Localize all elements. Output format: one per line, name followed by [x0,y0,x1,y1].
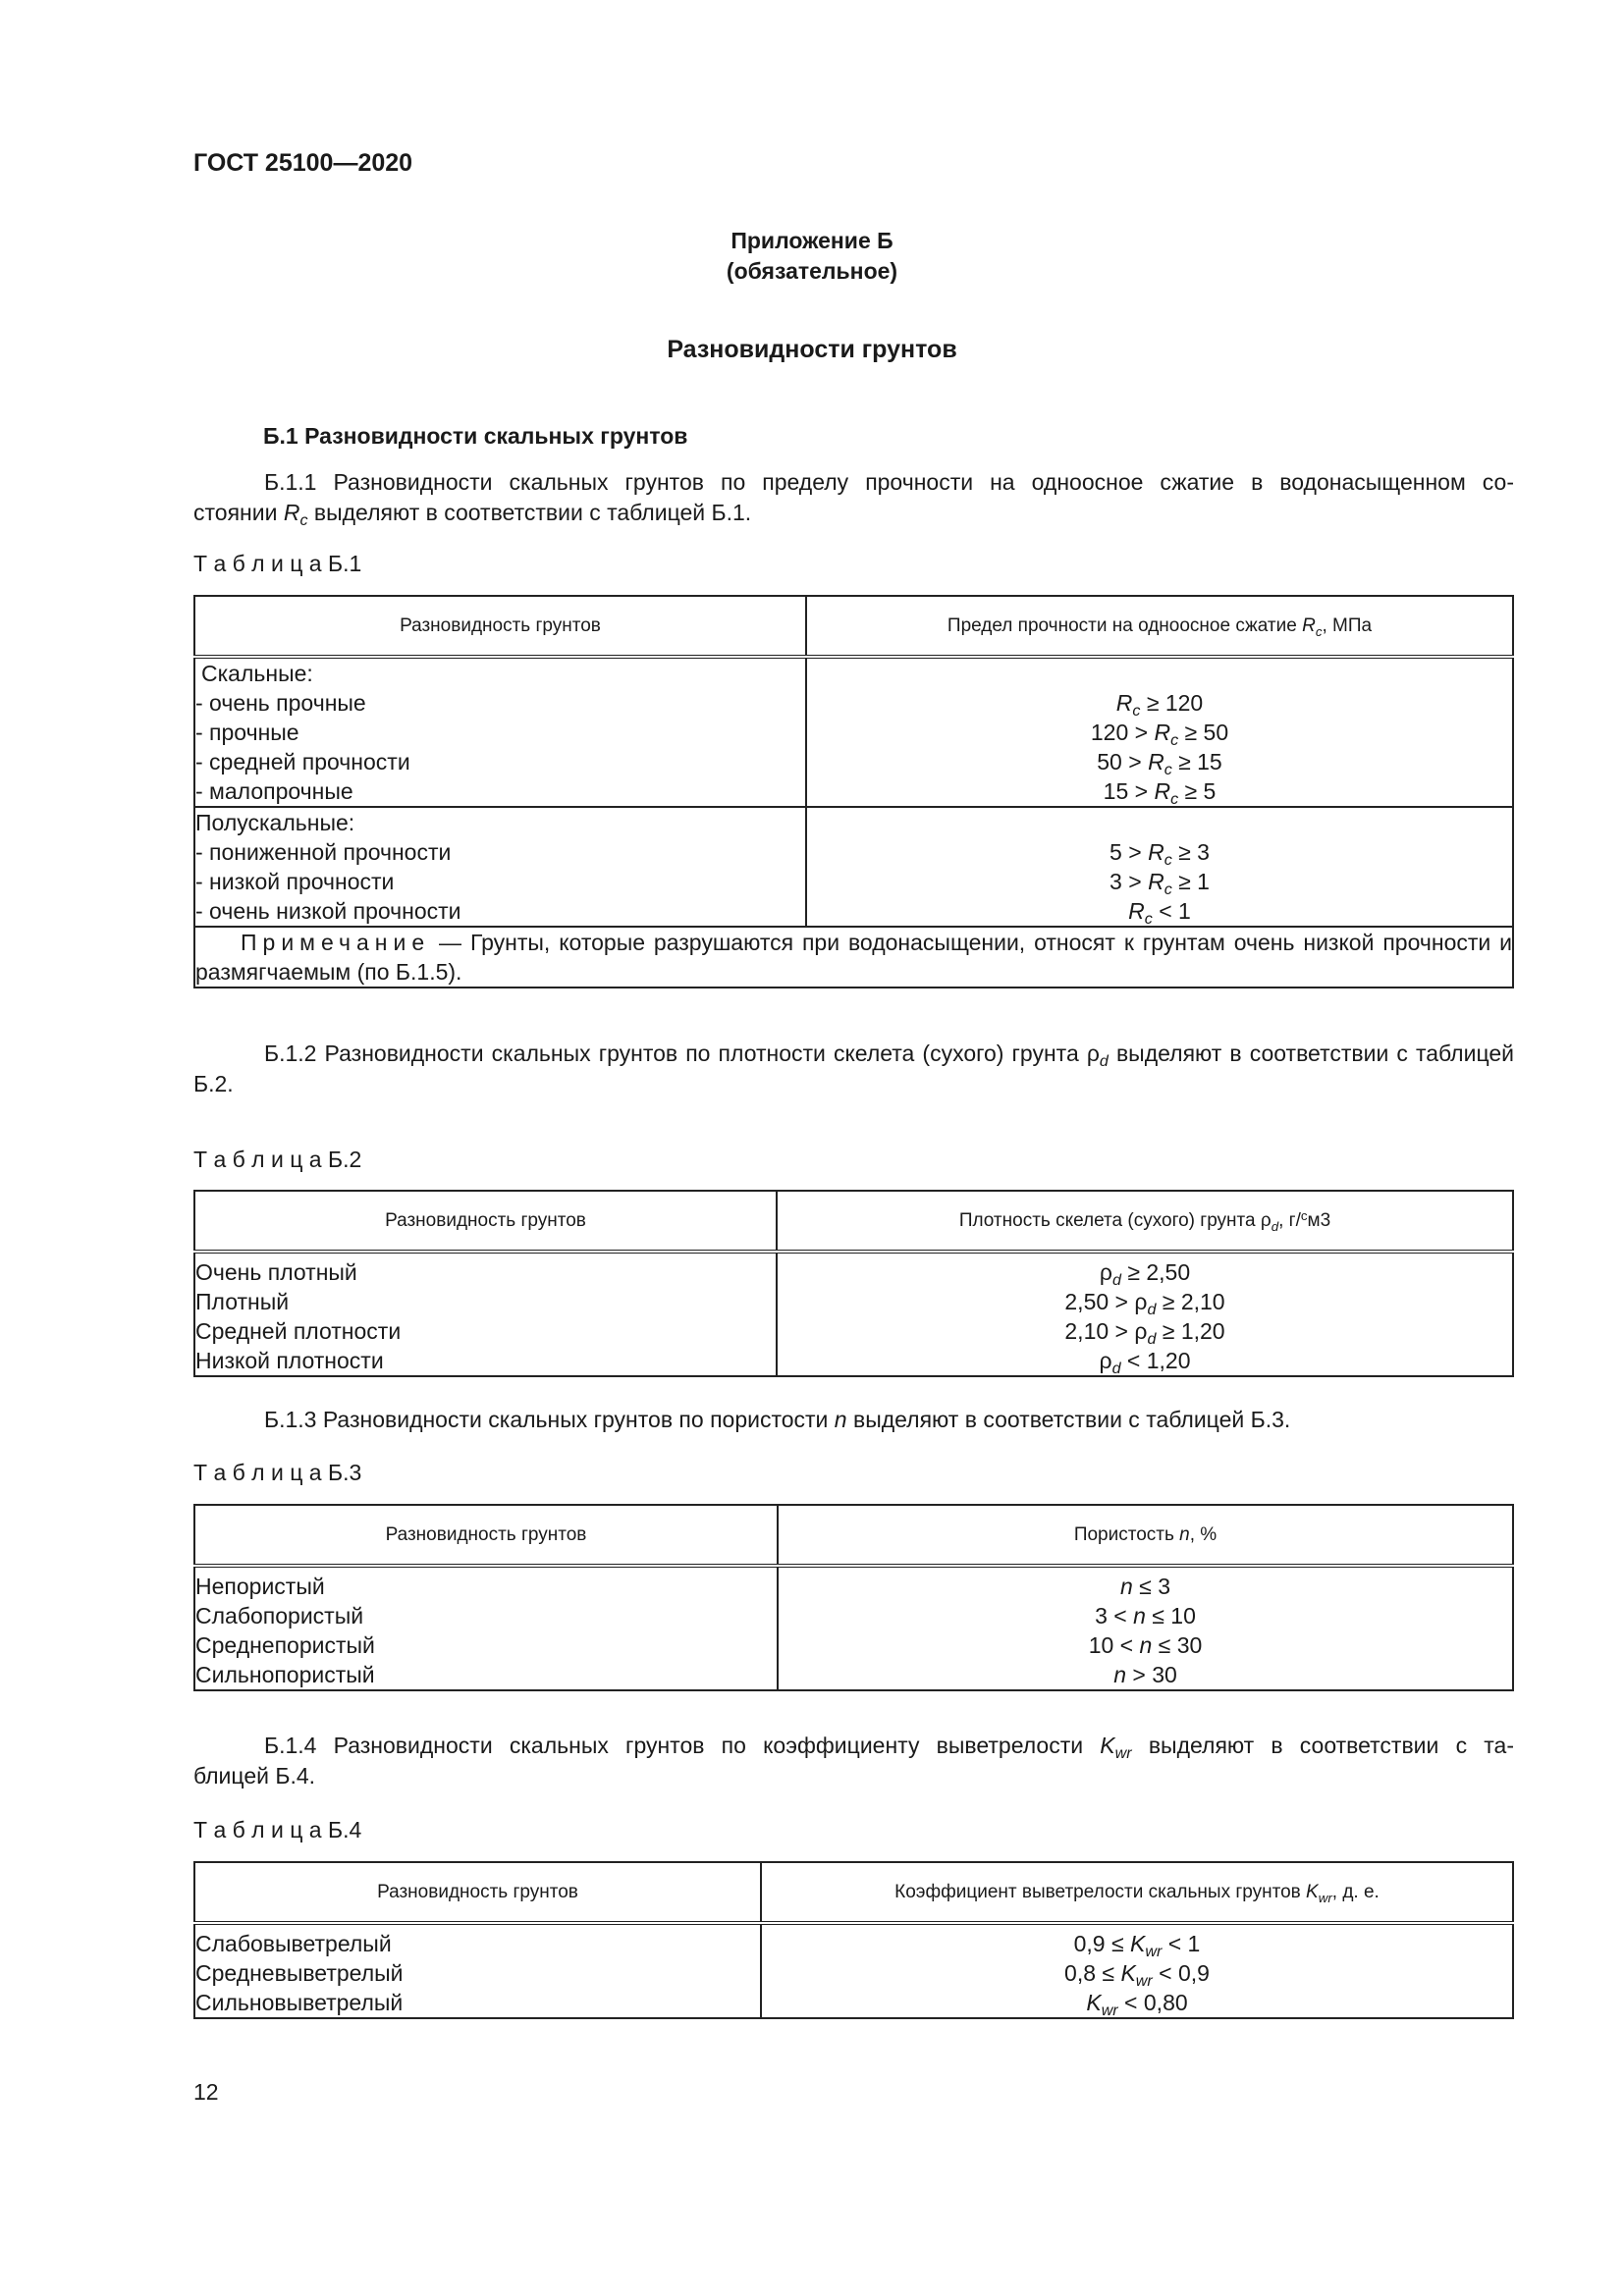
table3-caption: Т а б л и ц а Б.3 [193,1460,362,1485]
table4-col1-header: Разновидность грунтов [194,1862,761,1923]
table-header-row [194,596,1513,657]
table1-group2-values: $5 > R_c \ge 3$ $3 > R_c \ge 1$ $R_c < 1$ [806,807,1513,927]
table3-values: n ≤ 3 3 < n ≤ 10 10 < n ≤ 30 n > 30 [778,1566,1513,1690]
paragraph-b11-line1: Б.1.1 Разновидности скальных грунтов по пределу прочности на одноосное сжатие в водонасыщенном со- [264,469,1514,495]
table2-col2-header: Плотность скелета (сухого) грунта $\rho_d$, г/$^с$м3 [777,1191,1513,1252]
table-row [194,1566,1513,1690]
table-header-row [194,1191,1513,1252]
table-row [194,1252,1513,1376]
paragraph-b12: Б.1.2 Разновидности скальных грунтов по плотности скелета (сухого) грунта $\rho_d$ выделяют в соответствии с таблицей Б.2. [193,1041,1514,1096]
table4-names: Слабовыветрелый Средневыветрелый Сильновыветрелый [194,1923,761,2018]
paragraph-b11 [193,467,1514,528]
paragraph-b14-line2: блицей Б.4. [193,1763,316,1789]
table2-caption: Т а б л и ц а Б.2 [193,1147,362,1172]
section-title: Б.1 Разновидности скальных грунтов [263,423,688,449]
table4-values: $0,9 \le K_{wr} < 1$ $0,8 \le K_{wr} < 0,9$ $K_{wr} < 0,80$ [761,1923,1513,2018]
table-header-row [194,1862,1513,1923]
page-number: 12 [193,2079,219,2105]
table1-col1-header: Разновидность грунтов [194,596,806,657]
paragraph-b14: Б.1.4 Разновидности скальных грунтов по коэффициенту выветрелости $K_{wr}$ выделяют в соответствии с та- блицей Б.4. [193,1731,1514,1791]
annex-status: (обязательное) [726,258,898,284]
table3-names: Непористый Слабопористый Среднепористый Сильнопористый [194,1566,778,1690]
table-b4 [193,1861,1514,2019]
symbol-rc: R [283,500,300,525]
table-b1 [193,595,1514,988]
table-b3 [193,1504,1514,1691]
annex-title: Приложение Б [731,228,893,253]
paragraph-b11-tail: выделяют в соответствии с таблицей Б.1. [307,500,752,525]
paragraph-b11-text: стоянии [193,500,284,525]
table4-col2-header: Коэффициент выветрелости скальных грунтов $K_{wr}$, д. е. [761,1862,1513,1923]
table2-values: $\rho_d \ge 2,50$ $2,50 > \rho_d \ge 2,10$ $2,10 > \rho_d \ge 1,20$ $\rho_d < 1,20$ [777,1252,1513,1376]
table4-caption: Т а б л и ц а Б.4 [193,1817,362,1842]
table1-group1-values: $R_c \ge 120$ $120 > R_c \ge 50$ $50 > R_c \ge 15$ $15 > R_c \ge 5$ [806,657,1513,807]
table-note-row [194,927,1513,988]
table1-group1-names: Скальные: - очень прочные - прочные - средней прочности - малопрочные [194,657,806,807]
table-row [194,1923,1513,2018]
table1-caption: Т а б л и ц а Б.1 [193,551,362,576]
table1-note: Примечание — Грунты, которые разрушаются при водонасыщении, относят к грунтам очень низкой прочности и размягчаемым (по Б.1.5). [194,927,1513,988]
table-b2 [193,1190,1514,1377]
symbol-rc-sub: c [299,511,308,529]
table2-names: Очень плотный Плотный Средней плотности Низкой плотности [194,1252,777,1376]
table-header-row [194,1505,1513,1566]
table-row [194,657,1513,807]
annex-heading: Разновидности грунтов [667,336,957,363]
table2-col1-header: Разновидность грунтов [194,1191,777,1252]
table1-group2-names: Полускальные: - пониженной прочности - низкой прочности - очень низкой прочности [194,807,806,927]
table3-col2-header: Пористость n, % [778,1505,1513,1566]
table-row [194,807,1513,927]
table1-col2-header: Предел прочности на одноосное сжатие $R_c$, МПа [806,596,1513,657]
table3-col1-header: Разновидность грунтов [194,1505,778,1566]
document-code: ГОСТ 25100—2020 [193,149,413,177]
paragraph-b13: Б.1.3 Разновидности скальных грунтов по пористости n выделяют в соответствии с таблицей Б.3. [264,1407,1291,1432]
